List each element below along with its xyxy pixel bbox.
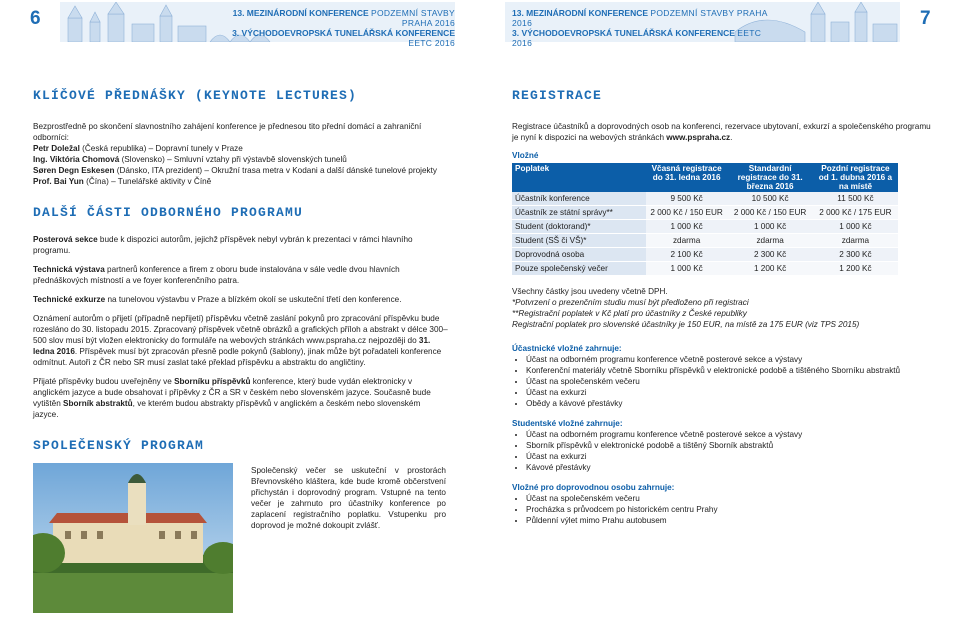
monastery-photo [33, 463, 233, 613]
group-title: Účastnické vložné zahrnuje: [512, 344, 622, 353]
list-item: • Kávové přestávky [526, 462, 932, 473]
fee-row [512, 220, 898, 234]
fee-cell: 2 000 Kč / 150 EUR [646, 206, 728, 220]
fee-cell: Doprovodná osoba [512, 248, 646, 262]
lecturer-name: Søren Degn Eskesen [33, 166, 115, 175]
inclusion-list [512, 429, 932, 473]
social-block [33, 463, 448, 613]
registration-intro [512, 121, 932, 143]
proc-bold-2: Sborník abstraktů [63, 399, 133, 408]
fee-cell: 1 000 Kč [646, 220, 728, 234]
authors-notice [33, 313, 448, 368]
authors-deadline: 31. ledna 2016 [33, 336, 431, 356]
inclusion-list [512, 354, 932, 409]
left-column [33, 88, 448, 613]
right-header-text [512, 8, 772, 48]
list-item: • Účast na společenském večeru [526, 493, 932, 504]
list-item: • Účast na odborném programu konference včetně posterové sekce a výstavy [526, 354, 932, 365]
exhibition-label: Technická výstava [33, 265, 105, 274]
group-title: Vložné pro doprovodnou osobu zahrnuje: [512, 483, 675, 492]
fee-col-header: Poplatek [512, 163, 646, 192]
fee-cell: zdarma [646, 234, 728, 248]
fee-cell: Student (doktorand)* [512, 220, 646, 234]
keynote-lecture [33, 154, 448, 165]
list-item: • Sborník příspěvků v elektronické podobě a tištěný Sborník abstraktů [526, 440, 932, 451]
fee-note: Všechny částky jsou uvedeny včetně DPH. [512, 287, 668, 296]
fee-cell: 2 000 Kč / 150 EUR [727, 206, 812, 220]
fee-cell: zdarma [727, 234, 812, 248]
excursion-text [33, 294, 448, 305]
registration-url[interactable]: www.pspraha.cz [666, 133, 731, 142]
keynote-intro: Bezprostředně po skončení slavnostního zahájení konference je přednesou tito přední domácí a zahraniční odborníci: [33, 122, 422, 142]
group-title: Studentské vložné zahrnuje: [512, 419, 623, 428]
left-header-line2: 3. VÝCHODOEVROPSKÁ TUNELÁŘSKÁ KONFERENCE [232, 28, 455, 38]
fee-note: Registrační poplatek pro slovenské účastníky je 150 EUR, na místě za 175 EUR (viz TPS 2015) [512, 320, 860, 329]
fee-table [512, 163, 898, 276]
list-item: • Účast na odborném programu konference včetně posterové sekce a výstavy [526, 429, 932, 440]
fee-cell: 1 200 Kč [727, 262, 812, 276]
poster-desc: bude k dispozici autorům, jejichž příspěvek nebyl vybrán k prezentaci v rámci hlavního programu. [33, 235, 413, 255]
list-item: • Účast na exkurzi [526, 451, 932, 462]
fee-col-header: Standardní registrace do 31. března 2016 [727, 163, 812, 192]
lecture-topic: (Čína) – Tunelářské aktivity v Číně [83, 177, 212, 186]
fee-cell: 1 000 Kč [646, 262, 728, 276]
fee-cell: 1 000 Kč [727, 220, 812, 234]
keynote-lecture [33, 143, 448, 154]
poster-label: Posterová sekce [33, 235, 98, 244]
fee-cell: Účastník konference [512, 192, 646, 206]
fee-cell: 2 000 Kč / 175 EUR [813, 206, 898, 220]
page-header [0, 0, 960, 46]
proc-text-3: , ve kterém budou abstrakty příspěvků v anglickém a českém nebo slovenském jazyce. [33, 399, 421, 419]
fee-note: **Registrační poplatek v Kč platí pro účastníky z České republiky [512, 309, 747, 318]
right-header-line1-accent: PODZEMNÍ STAVBY PRAHA 2016 [512, 8, 768, 28]
proc-text-1: Přijaté příspěvky budou uveřejněny ve [33, 377, 175, 386]
inclusion-list [512, 493, 932, 526]
registration-intro-text: Registrace účastníků a doprovodných osob na konferenci, rezervace ubytovaní, exkurzí a společenského programu je nyní k dispozici na webových stránkách [512, 122, 931, 142]
proc-text-2: konference, který bude vydán elektronicky v anglickém jazyce a bude obsahovat i přípěvky z ČR a SR v českém nebo slovenském jazyce. Současně bude vytištěn [33, 377, 431, 408]
right-page-number: 7 [920, 8, 931, 29]
fee-col-header: Včasná registrace do 31. ledna 2016 [646, 163, 728, 192]
fee-cell: 10 500 Kč [727, 192, 812, 206]
left-header-line1: 13. MEZINÁRODNÍ KONFERENCE [232, 8, 371, 18]
fee-cell: 9 500 Kč [646, 192, 728, 206]
registration-heading: REGISTRACE [512, 88, 603, 103]
fee-cell: 2 300 Kč [727, 248, 812, 262]
list-item: • Obědy a kávové přestávky [526, 398, 932, 409]
authors-text-1: Oznámení autorům o přijetí (případně nepřijetí) příspěvku včetně zaslání pokynů pro zpracování příspěvku bude rozesláno do 30. listopadu 2015. Zpracovaný příspěvek včetně obrázků a grafických příloh a abstrakt v délce 300–500 slov musí být vložen elektronicky do formuláře na webových stránkách www.pspraha.cz nejpozději do [33, 314, 448, 345]
list-item: • Účast na exkurzi [526, 387, 932, 398]
right-header-line2: 3. VÝCHODOEVROPSKÁ TUNELÁŘSKÁ KONFERENCE [512, 28, 738, 38]
fee-cell: Účastník ze státní správy** [512, 206, 646, 220]
list-item: • Účast na společenském večeru [526, 376, 932, 387]
list-item: • Konferenční materiály včetně Sborníku příspěvků v elektronické podobě a tištěného Sborníku abstraktů [526, 365, 932, 376]
social-heading: SPOLEČENSKÝ PROGRAM [33, 438, 205, 453]
right-header-line2-accent: EETC 2016 [512, 28, 762, 48]
fee-row [512, 206, 898, 220]
lecturer-name: Ing. Viktória Chomová [33, 155, 120, 164]
fee-row [512, 192, 898, 206]
fee-cell: 11 500 Kč [813, 192, 898, 206]
lecturer-name: Petr Doležal [33, 144, 80, 153]
fee-cell: 2 100 Kč [646, 248, 728, 262]
fee-cell: 2 300 Kč [813, 248, 898, 262]
left-header-line1-accent: PODZEMNÍ STAVBY PRAHA 2016 [370, 8, 455, 28]
left-header-text [230, 8, 455, 48]
excursion-desc: na tunelovou výstavbu v Praze a blízkém okolí se uskuteční třetí den konference. [105, 295, 402, 304]
excursion-label: Technické exkurze [33, 295, 106, 304]
list-item: • Procházka s průvodcem po historickém centru Prahy [526, 504, 932, 515]
registration-intro-end: . [730, 133, 733, 142]
program-heading: DALŠÍ ČÁSTI ODBORNÉHO PROGRAMU [33, 205, 304, 220]
fee-cell: 1 000 Kč [813, 220, 898, 234]
fee-note: *Potvrzení o prezenčním studiu musí být předloženo při registraci [512, 298, 749, 307]
fee-cell: Pouze společenský večer [512, 262, 646, 276]
right-column [512, 88, 932, 526]
authors-text-2: . Příspěvek musí být zpracován přesně podle pokynů (šablony), jinak může být pořadateli konference odmítnut. Autoři z ČR nebo SR musí zaslat také překlad příspěvku a abstraktu do angličtiny. [33, 347, 442, 367]
fee-col-header: Pozdní registrace od 1. dubna 2016 a na místě [813, 163, 898, 192]
fee-cell: 1 200 Kč [813, 262, 898, 276]
exhibition-desc: partnerů konference a firem z oboru bude instalována v sále vedle dvou hlavních přednáškových místností a ve foyer konferenčního patra. [33, 265, 400, 285]
keynote-heading: KLÍČOVÉ PŘEDNÁŠKY (KEYNOTE LECTURES) [33, 88, 358, 103]
left-header-line2-accent: EETC 2016 [408, 38, 455, 48]
exhibition-text [33, 264, 448, 286]
keynote-lecture [33, 165, 448, 176]
lecture-topic: (Dánsko, ITA prezident) – Okružní trasa metra v Kodani a další dánské tunelové projekty [114, 166, 437, 175]
fee-row [512, 262, 898, 276]
fee-cell: zdarma [813, 234, 898, 248]
fee-table-header [512, 163, 898, 192]
fee-cell: Student (SŠ či VŠ)* [512, 234, 646, 248]
fee-label: Vložné [512, 151, 539, 160]
lecture-topic: (Česká republika) – Dopravní tunely v Praze [79, 144, 243, 153]
social-program-text: Společenský večer se uskuteční v prostorách Břevnovského kláštera, kde bude kromě občerstvení přichystán i doprovodný program. Vstupné na tento večer je zahrnuto pro účastníky konference po zaplacení registračního poplatku. Vstupenku pro doprovod je možné dokoupit zvlášť. [251, 466, 446, 530]
left-page-number: 6 [30, 8, 41, 29]
lecture-topic: (Slovensko) – Smluvní vztahy při výstavbě slovenských tunelů [119, 155, 347, 164]
right-header-line1: 13. MEZINÁRODNÍ KONFERENCE [512, 8, 651, 18]
keynote-lecture [33, 176, 448, 187]
list-item: • Půldenní výlet mimo Prahu autobusem [526, 515, 932, 526]
fee-row [512, 234, 898, 248]
fee-row [512, 248, 898, 262]
lecturer-name: Prof. Bai Yun [33, 177, 84, 186]
proc-bold-1: Sborníku příspěvků [174, 377, 251, 386]
proceedings-text [33, 376, 448, 420]
poster-section-text [33, 234, 448, 256]
